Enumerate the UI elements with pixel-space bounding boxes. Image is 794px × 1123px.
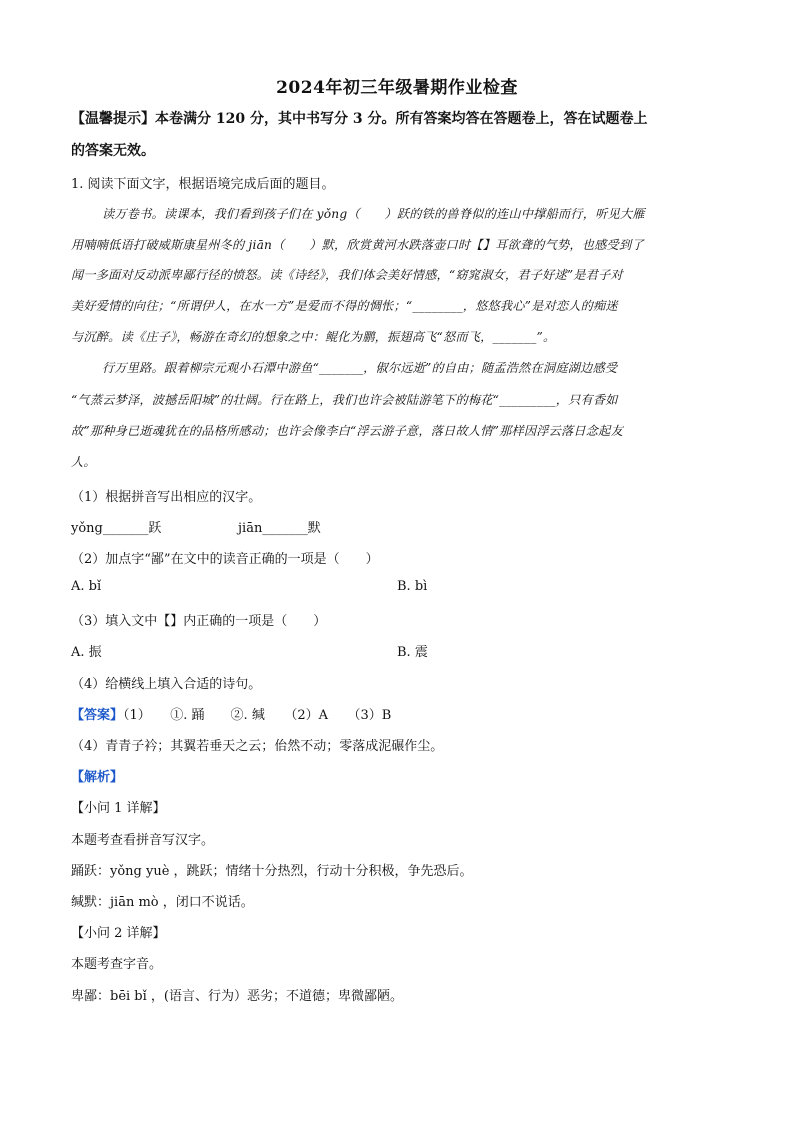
page-title: 2024年初三年级暑期作业检查 — [276, 78, 518, 98]
analysis-label: 【解析】 — [71, 770, 124, 785]
sub-question-3: （3）填入文中【】内正确的一项是（ ） — [71, 614, 327, 629]
passage-line: 美好爱情的向往；“所谓伊人，在水一方”是爱而不得的惆怅；“________，悠悠我心”是对恋人的痴迷 — [71, 299, 618, 313]
passage-line: 闻一多面对反动派卑鄙行径的愤怒。读《诗经》，我们体会美好情感，“窈窕淑女，君子好逑”是君子对 — [71, 268, 623, 282]
pinyin-blank-1: yǒng_______跃 — [71, 521, 162, 536]
passage-line: 与沉醉。读《庄子》，畅游在奇幻的想象之中：鲲化为鹏，振翅高飞“怒而飞，_______”。 — [71, 330, 556, 344]
question-stem: 1. 阅读下面文字，根据语境完成后面的题目。 — [71, 177, 335, 192]
answer-label: 【答案】 — [71, 708, 124, 723]
passage-line: 故”那种身已逝魂犹在的品格所感动；也许会像李白“浮云游子意，落日故人情”那样因浮云落日念起友 — [71, 424, 623, 438]
analysis-text: 踊跃：yǒng yuè ，跳跃；情绪十分热烈，行动十分积极，争先恐后。 — [71, 864, 473, 879]
analysis-text: 本题考查字音。 — [71, 957, 163, 972]
sub-question-2: （2）加点字“鄙”在文中的读音正确的一项是（ ） — [71, 552, 379, 567]
pinyin-blank-2: jiān_______默 — [238, 521, 321, 536]
sub-question-1: （1）根据拼音写出相应的汉字。 — [71, 490, 262, 505]
option-3b: B. 震 — [397, 645, 428, 660]
option-3a: A. 振 — [71, 645, 102, 660]
sub-question-4: （4）给横线上填入合适的诗句。 — [71, 677, 262, 692]
passage-line: 读万卷书。读课本，我们看到孩子们在 yǒng（ ）跃的铁的兽脊似的连山中撑船而行，听见大雁 — [102, 207, 645, 221]
passage-line: 用喃喃低语打破威斯康星州冬的 jiān（ ）默，欣赏黄河水跌落壶口时【】耳欲聋的气势，也感受到了 — [71, 238, 644, 252]
option-2b: B. bì — [397, 579, 428, 594]
tip-line-1: 【温馨提示】本卷满分 120 分，其中书写分 3 分。所有答案均答在答题卷上，答在试题卷上 — [71, 111, 648, 127]
tip-line-2: 的答案无效。 — [71, 143, 155, 159]
analysis-heading-2: 【小问 2 详解】 — [71, 926, 166, 941]
analysis-text: 卑鄙：bēi bǐ ，(语言、行为）恶劣；不道德；卑微鄙陋。 — [71, 989, 403, 1004]
passage-line: 行万里路。跟着柳宗元观小石潭中游鱼“_______，俶尔远逝”的自由；随孟浩然在洞庭湖边感受 — [102, 361, 618, 375]
answer-line-1 — [71, 704, 391, 723]
option-2a: A. bǐ — [71, 579, 102, 594]
analysis-heading-1: 【小问 1 详解】 — [71, 801, 166, 816]
passage-line: “气蒸云梦泽，波撼岳阳城”的壮阔。行在路上，我们也许会被陆游笔下的梅花“_________，只有香如 — [71, 393, 618, 407]
analysis-text: 本题考查看拼音写汉字。 — [71, 833, 215, 848]
passage-line: 人。 — [71, 455, 96, 469]
answer-part-1: （1） ①. 踊 ②. 缄 （2）A （3）B — [123, 708, 392, 723]
answer-line-2: （4）青青子衿；其翼若垂天之云；佁然不动；零落成泥碾作尘。 — [71, 739, 444, 754]
analysis-text: 缄默：jiān mò ，闭口不说话。 — [71, 895, 254, 910]
